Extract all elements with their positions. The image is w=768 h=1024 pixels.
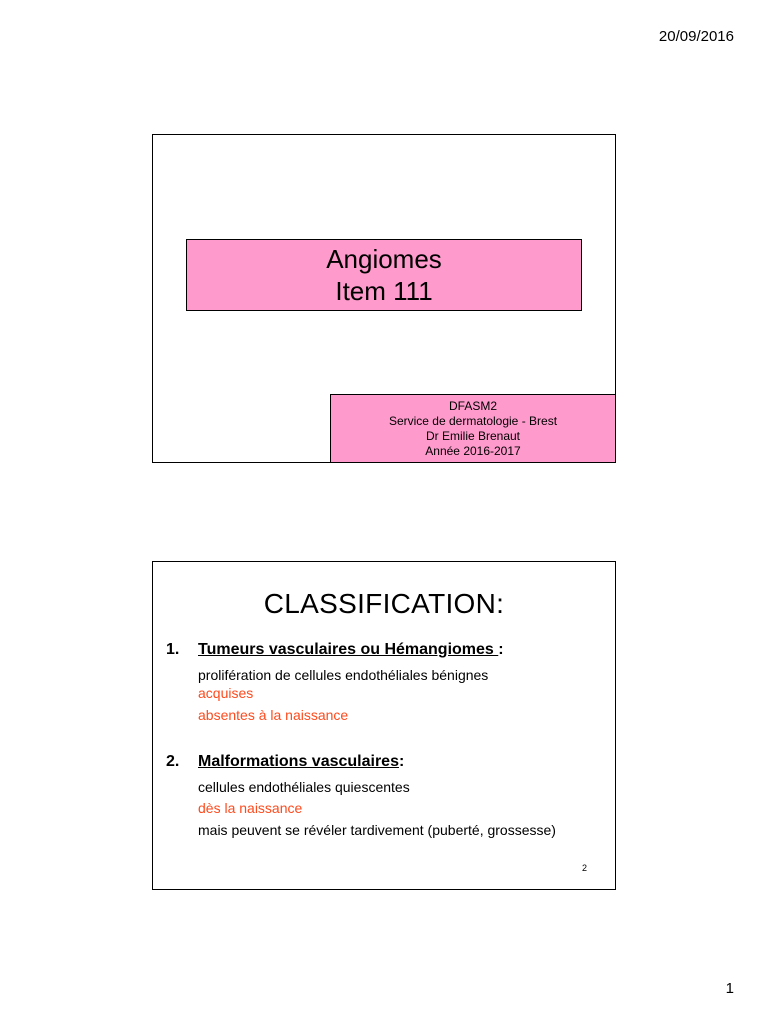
- item-1-line-1: prolifération de cellules endothéliales bénignes: [198, 667, 489, 683]
- info-program: DFASM2: [448, 398, 497, 413]
- item-2-title: Malformations vasculaires: [198, 753, 399, 770]
- slide-title: [152, 134, 616, 463]
- title-box: [186, 239, 582, 311]
- item-1-number: 1.: [166, 641, 180, 658]
- item-2-heading: [166, 753, 404, 771]
- info-author: Dr Emilie Brenaut: [425, 428, 521, 443]
- item-2-number: 2.: [166, 753, 180, 770]
- page-number: 1: [725, 980, 734, 997]
- info-service: Service de dermatologie - Brest: [388, 413, 558, 428]
- item-1-colon: :: [498, 641, 504, 658]
- title-line-2: Item 111: [335, 276, 433, 306]
- slide-heading: CLASSIFICATION:: [263, 588, 505, 619]
- print-date: 20/09/2016: [658, 28, 734, 45]
- info-year: Année 2016-2017: [425, 443, 521, 458]
- item-2-line-1: cellules endothéliales quiescentes: [198, 779, 410, 795]
- item-1-line-2: acquises: [198, 685, 254, 701]
- item-2-line-2: dès la naissance: [198, 800, 303, 816]
- slide-classification: [152, 561, 616, 890]
- item-1-title: Tumeurs vasculaires ou Hémangiomes: [198, 641, 499, 658]
- title-line-1: Angiomes: [326, 244, 442, 274]
- item-1-heading: [166, 641, 504, 659]
- item-2-line-3: mais peuvent se révéler tardivement (puberté, grossesse): [198, 822, 556, 838]
- slide-number: 2: [581, 863, 587, 873]
- info-box: [330, 394, 615, 462]
- item-2-colon: :: [398, 753, 405, 770]
- item-1-line-3: absentes à la naissance: [198, 707, 349, 723]
